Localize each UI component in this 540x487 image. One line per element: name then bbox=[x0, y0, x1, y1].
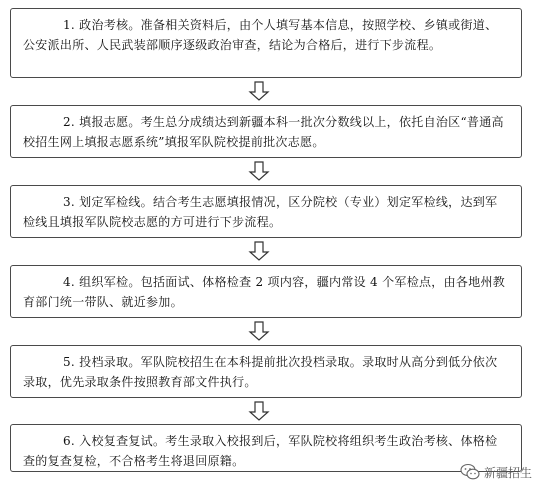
down-arrow-icon bbox=[248, 81, 270, 101]
watermark bbox=[460, 463, 532, 481]
step-5-text: 5. 投档录取。军队院校招生在本科提前批次投档录取。录取时从高分到低分依次录取，优先录取条件按照教育部文件执行。 bbox=[23, 355, 498, 389]
down-arrow-icon bbox=[248, 241, 270, 261]
step-1-text: 1. 政治考核。准备相关资料后，由个人填写基本信息，按照学校、乡镇或街道、公安派出所、人民武装部顺序逐级政治审查，结论为合格后，进行下步流程。 bbox=[23, 18, 498, 52]
step-1-box bbox=[10, 8, 522, 78]
step-3-box bbox=[10, 185, 522, 238]
step-4-text: 4. 组织军检。包括面试、体格检查 2 项内容，疆内常设 4 个军检点，由各地州教育部门统一带队、就近参加。 bbox=[23, 275, 506, 309]
step-6-text: 6. 入校复查复试。考生录取入校报到后，军队院校将组织考生政治考核、体格检查的复查复检，不合格考生将退回原籍。 bbox=[23, 434, 498, 468]
step-3-text: 3. 划定军检线。结合考生志愿填报情况，区分院校（专业）划定军检线，达到军检线且填报军队院校志愿的方可进行下步流程。 bbox=[23, 195, 498, 229]
down-arrow-icon bbox=[248, 161, 270, 181]
step-2-text: 2. 填报志愿。考生总分成绩达到新疆本科一批次分数线以上，依托自治区“普通高校招生网上填报志愿系统”填报军队院校提前批次志愿。 bbox=[23, 115, 504, 149]
watermark-text: 新疆招生 bbox=[483, 465, 532, 480]
down-arrow-icon bbox=[248, 321, 270, 341]
wechat-icon bbox=[460, 463, 480, 481]
step-5-box bbox=[10, 345, 522, 398]
down-arrow-icon bbox=[248, 401, 270, 421]
step-4-box bbox=[10, 265, 522, 318]
step-2-box bbox=[10, 105, 522, 158]
step-6-box bbox=[10, 424, 522, 472]
